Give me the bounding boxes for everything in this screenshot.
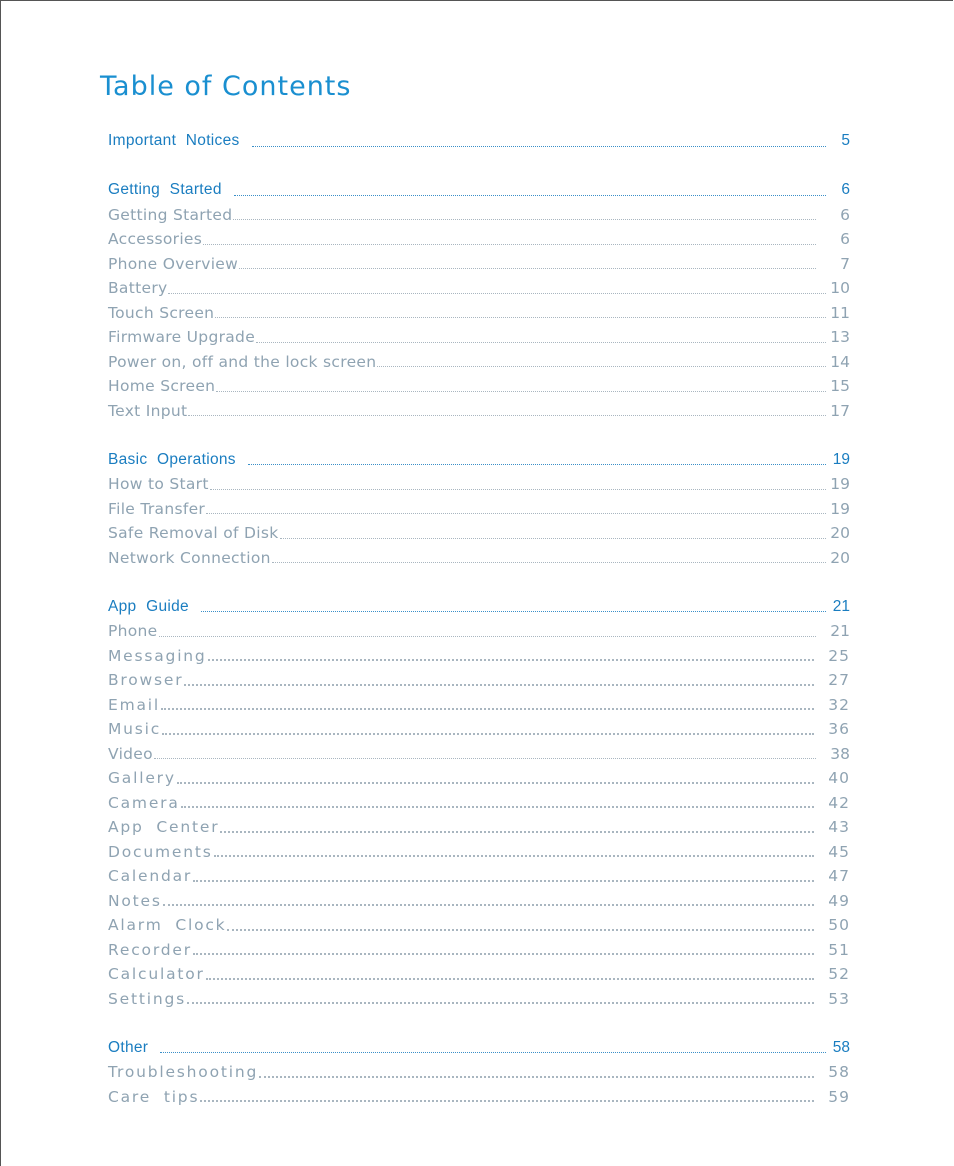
dot-leader	[252, 146, 826, 147]
toc-page-number: 14	[830, 352, 850, 371]
toc-entry[interactable]	[108, 301, 850, 326]
dot-leader	[184, 684, 814, 686]
toc-page-number: 32	[828, 695, 850, 714]
dot-leader	[214, 855, 815, 857]
toc-page-number: 59	[828, 1087, 850, 1106]
toc-entry-label: Text Input	[108, 401, 188, 420]
dot-leader	[188, 415, 826, 416]
toc-entry[interactable]	[108, 521, 850, 546]
toc-entry-label: Alarm Clock	[108, 916, 227, 934]
dot-leader	[206, 978, 815, 980]
toc-entry[interactable]	[108, 546, 850, 571]
toc-page-number: 45	[828, 842, 850, 861]
toc-entry[interactable]	[108, 840, 850, 865]
dot-leader	[377, 366, 826, 367]
dot-leader	[168, 293, 826, 294]
dot-leader	[181, 806, 815, 808]
toc-entry-label: Care tips	[108, 1087, 200, 1106]
toc-page-number: 58	[832, 1038, 850, 1056]
toc-entry-label: App Center	[108, 818, 220, 836]
toc-page-number: 7	[840, 254, 850, 273]
toc-page-number: 43	[828, 818, 850, 836]
toc-entry-label: Music	[108, 720, 162, 738]
toc-section-basic-operations	[108, 448, 850, 571]
toc-entry-label: Email	[108, 695, 161, 714]
toc-entry[interactable]	[108, 889, 850, 914]
toc-entry[interactable]	[108, 399, 850, 424]
toc-entry-label: Troubleshooting	[108, 1063, 259, 1081]
page-title: Table of Contents	[100, 71, 352, 102]
toc-entry-label: Network Connection	[108, 548, 271, 567]
dot-leader	[272, 562, 826, 563]
toc-page-number: 42	[828, 793, 850, 812]
dot-leader	[193, 953, 814, 955]
toc-entry-label: Messaging	[108, 646, 207, 665]
toc-heading[interactable]	[108, 595, 850, 620]
dot-leader	[208, 659, 815, 661]
toc-entry-label: Video	[108, 744, 153, 763]
dot-leader	[233, 219, 816, 220]
dot-leader	[161, 708, 814, 710]
dot-leader	[154, 758, 816, 759]
toc-entry-label: How to Start	[108, 475, 209, 493]
toc-entry-label: Home Screen	[108, 377, 216, 395]
toc-heading-label: Basic Operations	[108, 450, 236, 468]
toc-page-number: 19	[830, 499, 850, 518]
toc-page-number: 11	[830, 303, 850, 322]
toc-heading[interactable]	[108, 1036, 850, 1061]
toc-entry[interactable]	[108, 791, 850, 816]
dot-leader	[193, 880, 814, 882]
toc-entry[interactable]	[108, 1085, 850, 1110]
dot-leader	[206, 513, 826, 514]
toc-heading[interactable]	[108, 178, 850, 203]
toc-entry-label: Calculator	[108, 965, 205, 983]
toc-entry-label: Calendar	[108, 867, 193, 885]
toc-entry-label: Camera	[108, 793, 180, 812]
toc-page-number: 51	[828, 940, 850, 959]
toc-page-number: 19	[832, 450, 850, 468]
toc-entry[interactable]	[108, 497, 850, 522]
dot-leader	[187, 1002, 814, 1004]
dot-leader	[159, 636, 816, 637]
toc-page-number: 20	[830, 524, 850, 542]
dot-leader	[201, 611, 826, 612]
toc-heading-label: Important Notices	[108, 132, 240, 149]
toc-page-number: 25	[828, 646, 850, 665]
toc-entry-label: Browser	[108, 671, 184, 689]
toc-entry[interactable]	[108, 203, 850, 228]
toc-page-number: 40	[828, 769, 850, 787]
dot-leader	[163, 904, 814, 906]
toc-page-number: 53	[828, 989, 850, 1008]
dot-leader	[259, 1076, 814, 1078]
toc-page-number: 36	[828, 720, 850, 738]
dot-leader	[227, 929, 814, 931]
toc-section-important-notices	[108, 129, 850, 154]
toc-entry[interactable]	[108, 276, 850, 301]
toc-heading[interactable]	[108, 448, 850, 473]
toc-page-number: 52	[828, 965, 850, 983]
dot-leader	[216, 391, 826, 392]
toc-heading[interactable]	[108, 129, 850, 154]
toc-page-number: 6	[840, 230, 850, 248]
toc-page-number: 17	[830, 401, 850, 420]
dot-leader	[162, 733, 814, 735]
toc-section-getting-started	[108, 178, 850, 423]
dot-leader	[220, 831, 814, 833]
toc-entry-label: Battery	[108, 279, 168, 297]
dot-leader	[256, 342, 826, 343]
toc-entry-label: Settings	[108, 989, 186, 1008]
toc-entry-label: Safe Removal of Disk	[108, 524, 279, 542]
toc-page-number: 21	[830, 622, 850, 640]
toc-entry[interactable]	[108, 987, 850, 1012]
toc-page-number: 20	[830, 548, 850, 567]
toc-page-number: 49	[828, 891, 850, 910]
toc-entry-label: Phone Overview	[108, 254, 239, 273]
dot-leader	[210, 489, 826, 490]
toc-entry-label: Documents	[108, 842, 213, 861]
dot-leader	[203, 244, 816, 245]
dot-leader	[215, 317, 826, 318]
toc-heading-label: Other	[108, 1038, 149, 1056]
toc-entry[interactable]	[108, 1060, 850, 1085]
toc-entry[interactable]	[108, 913, 850, 938]
toc-page-number: 6	[840, 205, 850, 224]
toc-page-number: 10	[830, 279, 850, 297]
toc-heading-label: Getting Started	[108, 181, 222, 198]
toc-entry-label: Touch Screen	[108, 303, 215, 322]
toc-entry[interactable]	[108, 864, 850, 889]
toc-entry-label: Accessories	[108, 230, 203, 248]
toc-entry[interactable]	[108, 350, 850, 375]
toc-entry-label: Notes	[108, 891, 162, 910]
toc-page-number: 50	[828, 916, 850, 934]
toc-entry-label: Power on, off and the lock screen	[108, 352, 377, 371]
dot-leader	[239, 268, 816, 269]
dot-leader	[280, 538, 826, 539]
toc-entry[interactable]	[108, 815, 850, 840]
toc-page-number: 13	[830, 328, 850, 346]
toc-entry[interactable]	[108, 227, 850, 252]
toc-page-number: 58	[828, 1063, 850, 1081]
toc-entry[interactable]	[108, 742, 850, 767]
toc-entry[interactable]	[108, 962, 850, 987]
toc-entry[interactable]	[108, 717, 850, 742]
toc-entry-label: Phone	[108, 622, 158, 640]
table-of-contents	[108, 129, 850, 1134]
toc-entry[interactable]	[108, 619, 850, 644]
toc-entry[interactable]	[108, 693, 850, 718]
toc-page-number: 15	[830, 377, 850, 395]
dot-leader	[200, 1100, 814, 1102]
toc-entry-label: Gallery	[108, 769, 176, 787]
toc-entry[interactable]	[108, 644, 850, 669]
toc-entry-label: File Transfer	[108, 499, 206, 518]
toc-entry[interactable]	[108, 668, 850, 693]
toc-page-number: 19	[830, 475, 850, 493]
toc-section-other	[108, 1036, 850, 1110]
toc-heading-label: App Guide	[108, 597, 189, 615]
toc-entry[interactable]	[108, 938, 850, 963]
toc-entry[interactable]	[108, 374, 850, 399]
toc-entry-label: Recorder	[108, 940, 192, 959]
toc-page-number: 6	[841, 181, 850, 198]
toc-section-app-guide	[108, 595, 850, 1012]
dot-leader	[177, 782, 814, 784]
toc-entry[interactable]	[108, 472, 850, 497]
toc-page-number: 38	[830, 744, 850, 763]
toc-page-number: 5	[841, 132, 850, 149]
toc-page-number: 27	[828, 671, 850, 689]
toc-page-number: 47	[828, 867, 850, 885]
dot-leader	[234, 195, 826, 196]
toc-page-number: 21	[832, 597, 850, 615]
dot-leader	[160, 1052, 826, 1053]
toc-entry-label: Firmware Upgrade	[108, 328, 256, 346]
toc-entry[interactable]	[108, 252, 850, 277]
toc-entry[interactable]	[108, 766, 850, 791]
dot-leader	[248, 464, 826, 465]
toc-entry[interactable]	[108, 325, 850, 350]
toc-entry-label: Getting Started	[108, 205, 233, 224]
